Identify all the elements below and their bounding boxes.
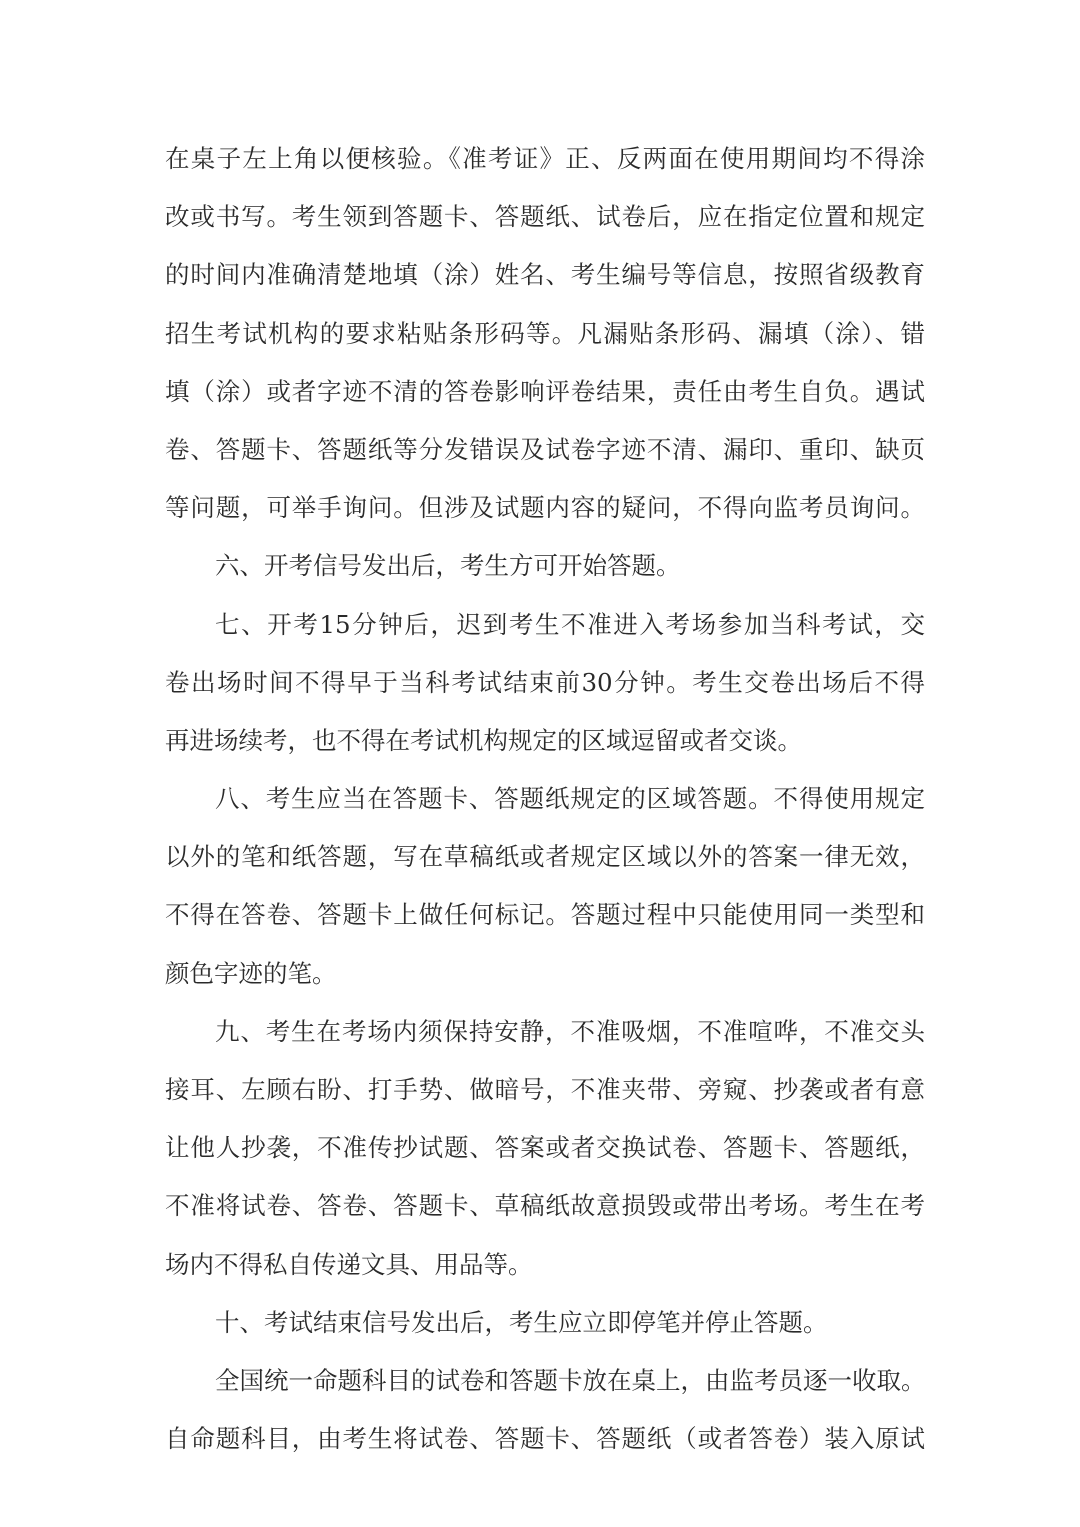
paragraph-heading-7: 七、开考15分钟后，迟到考生不准进入考场参加当科考试，交	[215, 609, 925, 639]
paragraph-heading-6: 六、开考信号发出后，考生方可开始答题。	[215, 551, 681, 581]
text-line: 在桌子左上角以便核验。《准考证》正、反两面在使用期间均不得涂	[165, 144, 925, 173]
text-line: 卷出场时间不得早于当科考试结束前30分钟。考生交卷出场后不得	[165, 667, 925, 697]
text-line: 不得在答卷、答题卡上做任何标记。答题过程中只能使用同一类型和	[165, 900, 925, 930]
text-line: 不准将试卷、答卷、答题卡、草稿纸故意损毁或带出考场。考生在考	[165, 1191, 925, 1221]
text-line: 卷、答题卡、答题纸等分发错误及试卷字迹不清、漏印、重印、缺页	[165, 434, 925, 464]
paragraph-heading-10: 十、考试结束信号发出后，考生应立即停笔并停止答题。	[215, 1307, 828, 1337]
text-line: 接耳、左顾右盼、打手势、做暗号，不准夹带、旁窥、抄袭或者有意	[165, 1075, 925, 1104]
text-line: 等问题，可举手询问。但涉及试题内容的疑问，不得向监考员询问。	[165, 493, 925, 523]
document-body	[165, 130, 925, 1468]
paragraph-heading-8: 八、考生应当在答题卡、答题纸规定的区域答题。不得使用规定	[215, 784, 925, 814]
paragraph-heading-9: 九、考生在考场内须保持安静，不准吸烟，不准喧哗，不准交头	[215, 1016, 925, 1046]
text-line: 改或书写。考生领到答题卡、答题纸、试卷后，应在指定位置和规定	[165, 202, 925, 232]
text-line: 让他人抄袭，不准传抄试题、答案或者交换试卷、答题卡、答题纸，	[165, 1133, 925, 1163]
text-line: 自命题科目，由考生将试卷、答题卡、答题纸（或者答卷）装入原试	[165, 1424, 925, 1454]
text-line: 颜色字迹的笔。	[165, 958, 337, 988]
text-line: 以外的笔和纸答题，写在草稿纸或者规定区域以外的答案一律无效，	[165, 842, 925, 872]
text-line: 再进场续考，也不得在考试机构规定的区域逗留或者交谈。	[165, 725, 802, 755]
text-line: 填（涂）或者字迹不清的答卷影响评卷结果，责任由考生自负。遇试	[165, 376, 925, 406]
text-line: 的时间内准确清楚地填（涂）姓名、考生编号等信息，按照省级教育	[165, 260, 925, 290]
text-line: 招生考试机构的要求粘贴条形码等。凡漏贴条形码、漏填（涂）、错	[165, 318, 925, 348]
paragraph-start: 全国统一命题科目的试卷和答题卡放在桌上，由监考员逐一收取。	[215, 1365, 926, 1395]
text-line: 场内不得私自传递文具、用品等。	[165, 1249, 533, 1279]
